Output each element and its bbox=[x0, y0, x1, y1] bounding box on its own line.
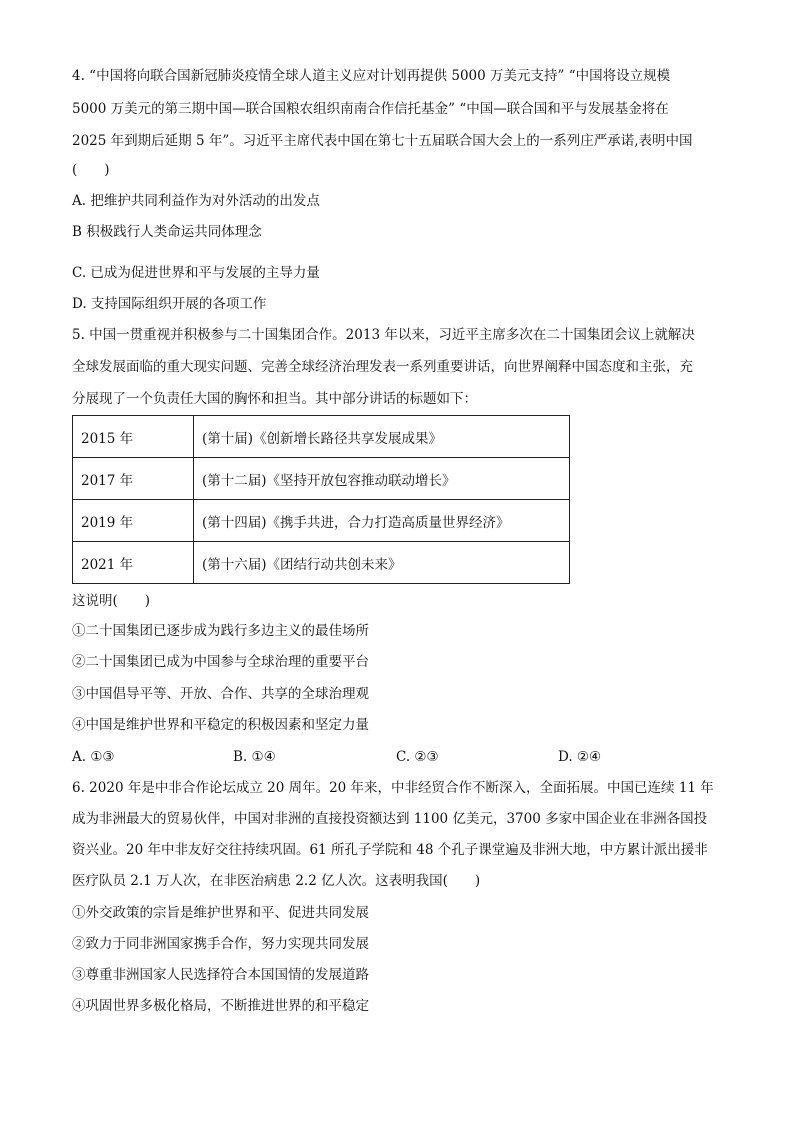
table-cell-title: (第十四届)《携手共进，合力打造高质量世界经济》 bbox=[194, 500, 570, 542]
table-cell-year: 2015 年 bbox=[73, 416, 194, 458]
table-row bbox=[73, 542, 570, 584]
table-cell-title: (第十六届)《团结行动共创未来》 bbox=[194, 542, 570, 584]
table-cell-year: 2019 年 bbox=[73, 500, 194, 542]
q6-stem-line-3: 资兴业。20 年中非友好交往持续巩固。61 所孔子学院和 48 个孔子课堂遍及非洲大地，中方累计派出援非 bbox=[72, 842, 708, 858]
q4-stem-line-2: 5000 万美元的第三期中国—联合国粮农组织南南合作信托基金” “中国—联合国和平与发展基金将在 bbox=[72, 101, 669, 117]
table-row bbox=[73, 500, 570, 542]
table-row bbox=[73, 458, 570, 500]
q4-option-d: D. 支持国际组织开展的各项工作 bbox=[72, 296, 267, 312]
g20-speech-table bbox=[72, 415, 570, 584]
table-row bbox=[73, 416, 570, 458]
q5-option-d: D. ②④ bbox=[558, 749, 602, 765]
q4-stem-line-1: 4. “中国将向联合国新冠肺炎疫情全球人道主义应对计划再提供 5000 万美元支持” “中国将设立规模 bbox=[72, 68, 671, 84]
q5-question: 这说明( ) bbox=[72, 593, 151, 609]
q5-option-b: B. ①④ bbox=[233, 749, 276, 765]
table-cell-year: 2017 年 bbox=[73, 458, 194, 500]
q5-option-a: A. ①③ bbox=[72, 749, 115, 765]
q6-stem-line-2: 成为非洲最大的贸易伙伴，中国对非洲的直接投资额达到 1100 亿美元，3700 多家中国企业在非洲各国投 bbox=[72, 811, 708, 827]
q5-stem-line-1: 5. 中国一贯重视并积极参与二十国集团合作。2013 年以来，习近平主席多次在二十国集团会议上就解决 bbox=[72, 327, 695, 343]
q5-option-c: C. ②③ bbox=[396, 749, 439, 765]
q4-option-b: B 积极践行人类命运共同体理念 bbox=[72, 224, 262, 240]
q6-stem-line-1: 6. 2020 年是中非合作论坛成立 20 周年。20 年来，中非经贸合作不断深入，全面拓展。中国已连续 11 年 bbox=[72, 780, 714, 796]
q4-answer-blank: ( ) bbox=[72, 162, 110, 178]
q5-item-2: ②二十国集团已成为中国参与全球治理的重要平台 bbox=[72, 654, 369, 670]
q4-option-a: A. 把维护共同利益作为对外活动的出发点 bbox=[72, 193, 320, 209]
q6-item-2: ②致力于同非洲国家携手合作，努力实现共同发展 bbox=[72, 936, 369, 952]
table-cell-title: (第十二届)《坚持开放包容推动联动增长》 bbox=[194, 458, 570, 500]
q5-item-1: ①二十国集团已逐步成为践行多边主义的最佳场所 bbox=[72, 623, 369, 639]
q5-item-4: ④中国是维护世界和平稳定的积极因素和坚定力量 bbox=[72, 717, 369, 733]
q6-item-4: ④巩固世界多极化格局，不断推进世界的和平稳定 bbox=[72, 998, 369, 1014]
table-cell-year: 2021 年 bbox=[73, 542, 194, 584]
q4-option-c: C. 已成为促进世界和平与发展的主导力量 bbox=[72, 265, 320, 281]
q5-stem-line-2: 全球发展面临的重大现实问题、完善全球经济治理发表一系列重要讲话，向世界阐释中国态度和主张，充 bbox=[72, 359, 693, 375]
q5-item-3: ③中国倡导平等、开放、合作、共享的全球治理观 bbox=[72, 686, 369, 702]
q6-stem-line-4: 医疗队员 2.1 万人次，在非医治病患 2.2 亿人次。这表明我国( ) bbox=[72, 873, 481, 889]
q6-item-1: ①外交政策的宗旨是维护世界和平、促进共同发展 bbox=[72, 905, 369, 921]
q4-stem-line-3: 2025 年到期后延期 5 年”。习近平主席代表中国在第七十五届联合国大会上的一系列庄严承诺,表明中国 bbox=[72, 133, 693, 149]
q5-stem-line-3: 分展现了一个负责任大国的胸怀和担当。其中部分讲话的标题如下： bbox=[72, 391, 477, 407]
table-cell-title: (第十届)《创新增长路径共享发展成果》 bbox=[194, 416, 570, 458]
q6-item-3: ③尊重非洲国家人民选择符合本国国情的发展道路 bbox=[72, 967, 369, 983]
